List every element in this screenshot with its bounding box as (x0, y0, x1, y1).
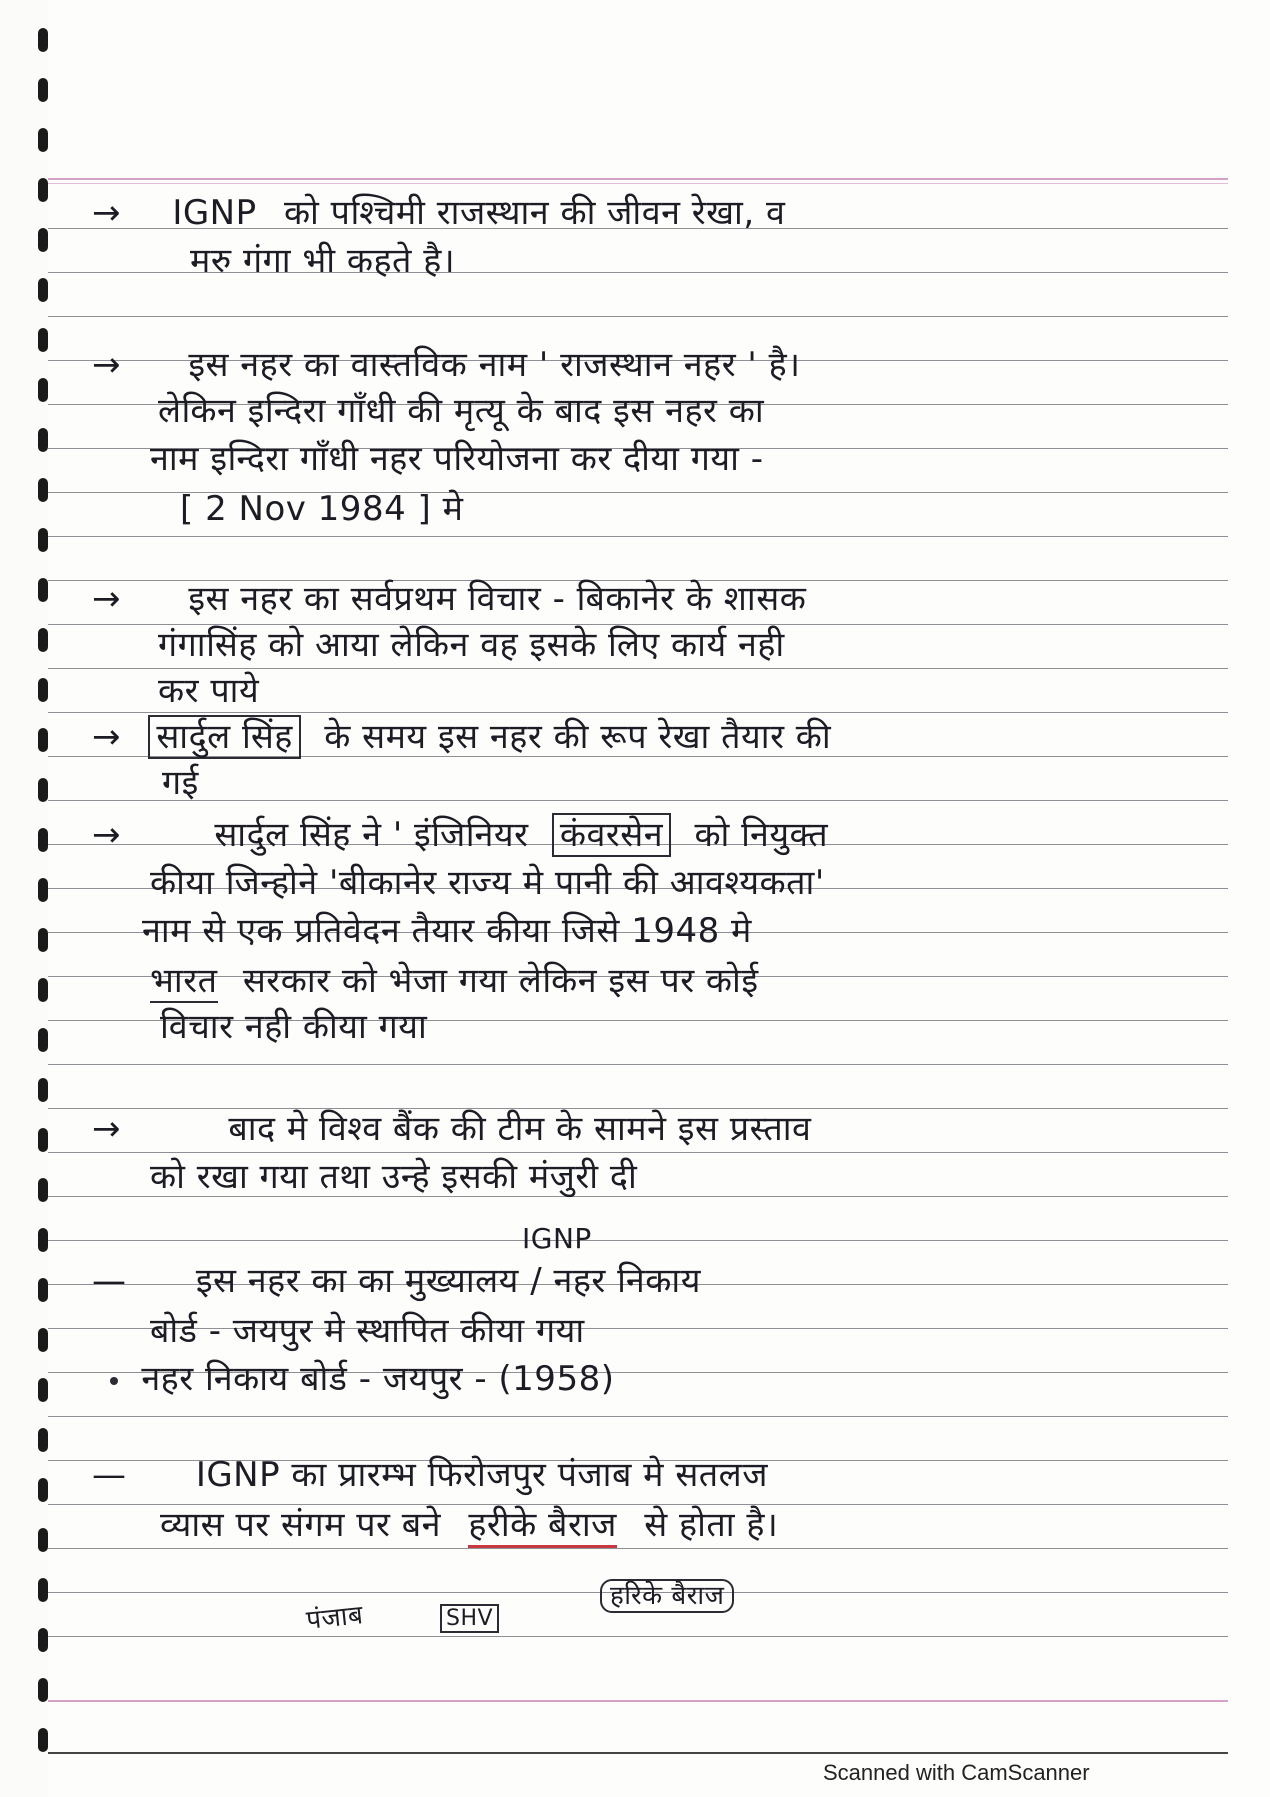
dash-icon: — (92, 1455, 127, 1495)
sardul-singh-boxed: सार्दुल सिंह (148, 715, 301, 759)
bullet-icon (110, 1377, 118, 1385)
note-text: को पश्चिमी राजस्थान की जीवन रेखा, व (283, 193, 786, 233)
note-text: को नियुक्त (694, 815, 829, 855)
note-1-line-2: मरु गंगा भी कहते है। (190, 241, 456, 281)
ignp-above-label: IGNP (522, 1222, 592, 1255)
dash-icon: — (92, 1261, 127, 1301)
arrow-icon: → (92, 815, 121, 855)
note-5-line-3: नाम से एक प्रतिवेदन तैयार कीया जिसे 1948 मे (142, 911, 752, 951)
note-text: सरकार को भेजा गया लेकिन इस पर कोई (242, 961, 759, 1001)
ignp-label: IGNP (172, 193, 257, 233)
note-text: सार्दुल सिंह ने ' इंजिनियर (214, 815, 529, 855)
note-4-line-2: गई (162, 763, 199, 803)
bharat-underlined: भारत (150, 961, 218, 1001)
note-5-line-5: विचार नही कीया गया (160, 1007, 428, 1047)
note-4-line-1 (92, 712, 831, 758)
note-5-line-2: कीया जिन्होने 'बीकानेर राज्य मे पानी की आवश्यकता' (150, 863, 825, 903)
note-text: के समय इस नहर की रूप रेखा तैयार की (324, 717, 832, 757)
shv-box: SHV (440, 1604, 499, 1633)
note-3-line-2: गंगासिंह को आया लेकिन वह इसके लिए कार्य नही (158, 625, 785, 665)
note-text: व्यास पर संगम पर बने (160, 1505, 442, 1545)
note-text: नहर निकाय बोर्ड - जयपुर - (1958) (141, 1359, 615, 1399)
note-7-line-3 (110, 1354, 614, 1400)
arrow-icon: → (92, 717, 121, 757)
camscanner-watermark: Scanned with CamScanner (823, 1760, 1090, 1785)
note-text: इस नहर का सर्वप्रथम विचार - बिकानेर के शासक (188, 579, 807, 619)
kanwarsen-boxed: कंवरसेन (552, 813, 671, 857)
note-2-line-2: लेकिन इन्दिरा गाँधी की मृत्यू के बाद इस नहर का (158, 391, 765, 431)
note-3-line-1 (92, 574, 806, 620)
note-text: बाद मे विश्व बैंक की टीम के सामने इस प्रस्ताव (228, 1109, 812, 1149)
shv-sketch-label (440, 1606, 499, 1631)
note-8-line-1 (92, 1450, 768, 1496)
note-text: IGNP का प्रारम्भ फिरोजपुर पंजाब मे सतलज (195, 1455, 768, 1495)
note-7-line-2: बोर्ड - जयपुर मे स्थापित कीया गया (150, 1311, 585, 1351)
arrow-icon: → (92, 1109, 121, 1149)
harike-sketch-label (600, 1576, 734, 1612)
harike-box: हरिके बैराज (600, 1579, 734, 1613)
note-1-line-1 (92, 188, 785, 234)
note-text: से होता है। (644, 1505, 779, 1545)
arrow-icon: → (92, 193, 121, 233)
arrow-icon: → (92, 345, 121, 385)
note-7-line-1 (92, 1256, 701, 1302)
note-2-line-4: [ 2 Nov 1984 ] मे (180, 489, 464, 529)
note-3-line-3: कर पाये (158, 671, 260, 711)
note-5-line-1 (92, 810, 828, 856)
harike-barrage-underlined: हरीके बैराज (468, 1505, 617, 1548)
note-6-line-1 (92, 1104, 811, 1150)
arrow-icon: → (92, 579, 121, 619)
note-6-line-2: को रखा गया तथा उन्हे इसकी मंजुरी दी (150, 1157, 638, 1197)
punjab-sketch-label: पंजाब (304, 1600, 365, 1636)
note-2-line-3: नाम इन्दिरा गाँधी नहर परियोजना कर दीया गया - (150, 439, 764, 479)
note-text: इस नहर का वास्तविक नाम ' राजस्थान नहर ' है। (188, 345, 801, 385)
note-text: इस नहर का का मुख्यालय / नहर निकाय (195, 1261, 701, 1301)
note-8-line-2 (160, 1500, 778, 1546)
note-2-line-1 (92, 340, 801, 386)
note-5-line-4 (150, 956, 759, 1002)
